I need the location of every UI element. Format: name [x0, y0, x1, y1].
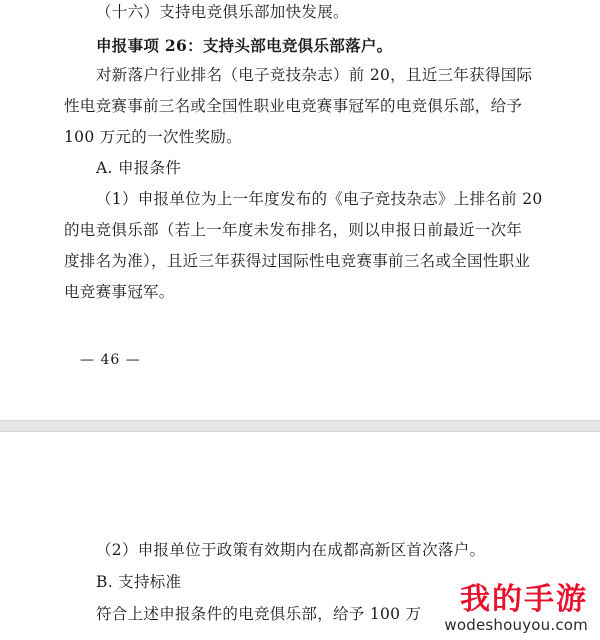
- page-separator: [0, 420, 600, 432]
- watermark-title: 我的手游: [460, 582, 588, 617]
- item-heading: 申报事项 26：支持头部电竞俱乐部落户。: [96, 36, 393, 55]
- paragraph-line: 的电竞俱乐部（若上一年度未发布排名，则以申报日前最近一次年: [64, 221, 523, 239]
- subsection-heading: A. 申报条件: [96, 159, 182, 177]
- watermark-url: wodeshouyou.com: [444, 616, 588, 634]
- watermark-logo: [414, 574, 594, 636]
- paragraph-line: 度排名为准），且近三年获得过国际性电竞赛事前三名或全国性职业: [64, 252, 531, 270]
- section-heading: （十六）支持电竞俱乐部加快发展。: [96, 3, 349, 21]
- paragraph-line: 100 万元的一次性奖励。: [64, 128, 242, 146]
- paragraph-line: （1）申报单位为上一年度发布的《电子竞技杂志》上排名前 20: [96, 190, 543, 208]
- paragraph-line: 对新落户行业排名（电子竞技杂志）前 20，且近三年获得国际: [96, 66, 533, 84]
- paragraph-line: 电竞赛事冠军。: [64, 283, 175, 301]
- page-number: — 46 —: [80, 352, 141, 368]
- paragraph-line: 性电竞赛事前三名或全国性职业电竞赛事冠军的电竞俱乐部，给予: [64, 97, 523, 115]
- paragraph-line: （2）申报单位于政策有效期内在成都高新区首次落户。: [96, 541, 486, 559]
- subsection-heading: B. 支持标准: [96, 573, 182, 591]
- paragraph-line: 符合上述申报条件的电竞俱乐部，给予 100 万: [96, 605, 422, 623]
